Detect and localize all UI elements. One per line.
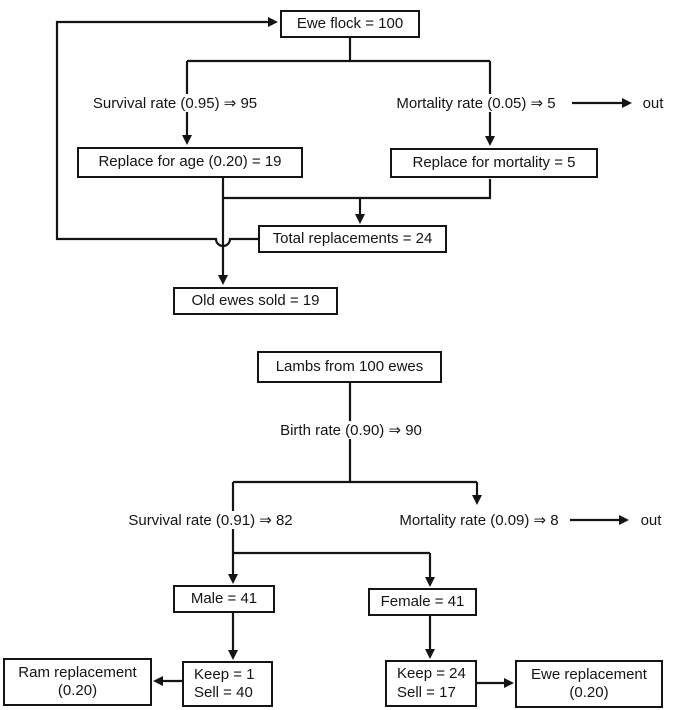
- keep-female-line: Keep = 24: [397, 665, 466, 682]
- out-label-bottom: out: [634, 511, 668, 529]
- ewe-replacement-line: Ewe replacement: [531, 665, 647, 683]
- ewe-replacement-box: [515, 660, 663, 708]
- lambs-box: Lambs from 100 ewes: [257, 351, 442, 383]
- ram-replacement-box: [3, 658, 152, 706]
- ewe-replacement-rate: (0.20): [569, 684, 609, 701]
- feedback-line: [57, 22, 270, 246]
- mortality-rate-label-bottom: Mortality rate (0.09) ⇒ 8: [390, 511, 568, 529]
- survival-rate-label-top: Survival rate (0.95) ⇒ 95: [90, 94, 260, 112]
- keep-male-line: Keep = 1: [194, 665, 255, 683]
- female-box: Female = 41: [368, 588, 477, 616]
- old-ewes-sold-box: Old ewes sold = 19: [173, 287, 338, 315]
- keep-sell-female-box: [385, 660, 477, 707]
- sell-female-line: Sell = 17: [397, 683, 456, 701]
- ram-replacement-line: Ram replacement: [18, 663, 137, 681]
- ram-replacement-rate: (0.20): [57, 682, 98, 699]
- male-box: Male = 41: [173, 585, 275, 613]
- sell-male-line: Sell = 40: [194, 684, 253, 701]
- keep-sell-male-box: [182, 661, 273, 707]
- mortality-rate-label-top: Mortality rate (0.05) ⇒ 5: [386, 94, 566, 112]
- out-label-top: out: [636, 94, 670, 112]
- collector-line: [223, 179, 490, 198]
- birth-rate-label: Birth rate (0.90) ⇒ 90: [272, 421, 430, 439]
- total-replacements-box: Total replacements = 24: [258, 225, 447, 253]
- ewe-flock-box: Ewe flock = 100: [280, 10, 420, 38]
- replace-for-age-box: Replace for age (0.20) = 19: [77, 147, 303, 178]
- replace-for-mortality-box: Replace for mortality = 5: [390, 148, 598, 178]
- survival-rate-label-bottom: Survival rate (0.91) ⇒ 82: [118, 511, 303, 529]
